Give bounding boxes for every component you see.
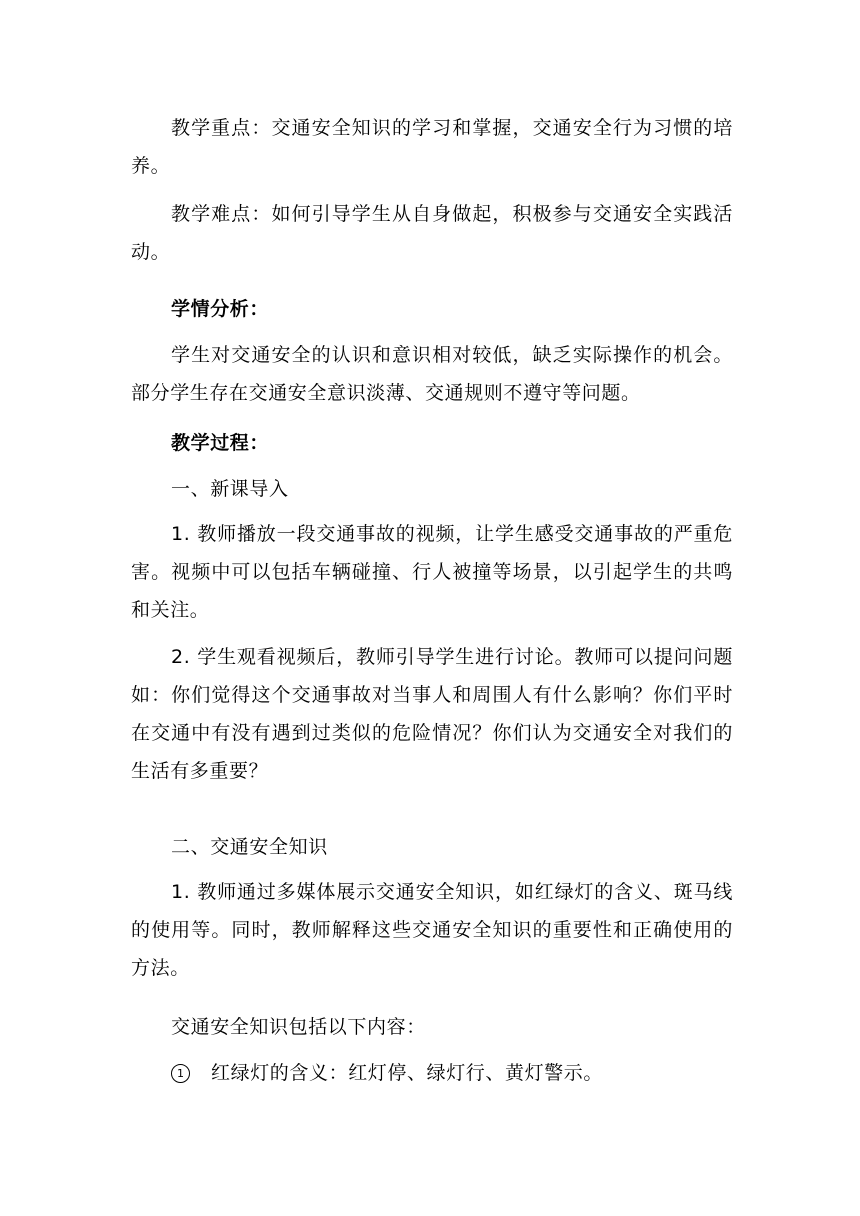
circled-number-marker: 1 [171, 1064, 190, 1083]
content-intro: 交通安全知识包括以下内容： [171, 1016, 426, 1038]
analysis-heading: 学情分析： [171, 298, 270, 320]
process-heading: 教学过程： [171, 432, 270, 454]
list-item-text: 红绿灯的含义：红灯停、绿灯行、黄灯警示。 [211, 1062, 604, 1084]
section2-title: 二、交通安全知识 [171, 836, 328, 858]
section1-item1: 1. 教师播放一段交通事故的视频，让学生感受交通事故的严重危害。视频中可以包括车辆碰撞、行人被撞等场景，以引起学生的共鸣和关注。 [131, 523, 733, 621]
section2-item1: 1. 教师通过多媒体展示交通安全知识，如红绿灯的含义、斑马线的使用等。同时，教师解释这些交通安全知识的重要性和正确使用的方法。 [131, 881, 733, 979]
section1-title: 一、新课导入 [171, 478, 289, 500]
teaching-difficulties: 教学难点：如何引导学生从自身做起，积极参与交通安全实践活动。 [131, 203, 733, 263]
section1-item2: 2. 学生观看视频后，教师引导学生进行讨论。教师可以提问问题如：你们觉得这个交通事故对当事人和周围人有什么影响？你们平时在交通中有没有遇到过类似的危险情况？你们认为交通安全对我们的生活有多重要？ [131, 646, 733, 782]
analysis-body: 学生对交通安全的认识和意识相对较低，缺乏实际操作的机会。部分学生存在交通安全意识淡薄、交通规则不遵守等问题。 [131, 344, 733, 404]
teaching-key-points: 教学重点：交通安全知识的学习和掌握，交通安全行为习惯的培养。 [131, 117, 733, 177]
